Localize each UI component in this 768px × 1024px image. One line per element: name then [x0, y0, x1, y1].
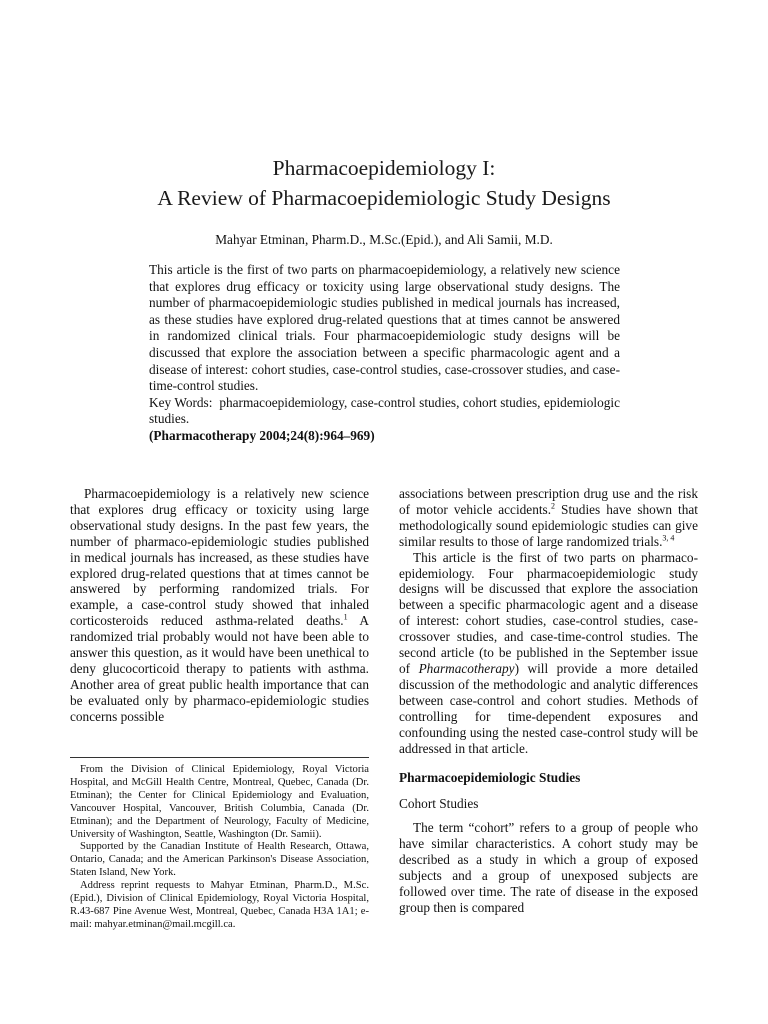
journal-citation: (Pharmacotherapy 2004;24(8):964–969) — [149, 427, 375, 443]
cont-text-a: associations between prescription drug use and the risk of motor vehicle accidents. — [399, 486, 698, 517]
intro-paragraph — [70, 486, 369, 725]
cont-text-b: Studies have shown that methodologically sound epidemiologic studies can give similar results to those of large randomized trials. — [399, 501, 698, 549]
subsection-heading: Cohort Studies — [399, 796, 479, 812]
abstract — [149, 262, 620, 445]
author-line: Mahyar Etminan, Pharm.D., M.Sc.(Epid.), and Ali Samii, M.D. — [215, 232, 553, 247]
intro-text-b: A randomized trial probably would not have been able to answer this question, as it would have been unethical to deny glucocorticoid therapy to patients with asthma. Another area of great public health importance that can be evaluated only by pharmaco-epidemiologic studies concerns possible — [70, 613, 369, 724]
footnotes — [70, 757, 369, 932]
intro-text-a: Pharmacoepidemiology is a relatively new science that explores drug efficacy or toxicity using large observational study designs. In the past few years, the number of pharmaco-epidemiologic studies published in medical journals has increased, as these studies have explored drug-related questions that at times cannot be answered by performing randomized trials. For example, a case-control study showed that inhaled corticosteroids reduced asthma-related deaths. — [70, 486, 369, 629]
footnote-affiliation: From the Division of Clinical Epidemiology, Royal Victoria Hospital, and McGill Health Centre, Montreal, Quebec, Canada (Dr. Etminan); the Center for Clinical Epidemiology and Evaluation, Vancouver Hospital, Vancouver, British Columbia, Canada (Dr. Etminan); and the Department of Neurology, Faculty of Medicine, University of Washington, Seattle, Washington (Dr. Samii). — [70, 764, 369, 840]
section-heading: Pharmacoepidemiologic Studies — [399, 770, 581, 786]
title-line-2: A Review of Pharmacoepidemiologic Study Designs — [157, 186, 611, 210]
article-title — [0, 153, 768, 213]
footnote-support: Supported by the Canadian Institute of Health Research, Ottawa, Ontario, Canada; and the American Parkinson's Disease Association, Staten Island, New York. — [70, 841, 369, 879]
keywords — [149, 395, 620, 428]
keywords-label: Key Words: — [149, 394, 213, 410]
overview-text-a: This article is the first of two parts on pharmaco-epidemiology. Four pharmacoepidemiologic study designs will be discussed that explore the association between a specific pharmacologic agent and a disease of interest: cohort studies, case-control studies, case-crossover studies, and case-time-control studies. The second article (to be published in the September issue of — [399, 549, 698, 676]
overview-paragraph — [399, 550, 698, 757]
cohort-paragraph: The term “cohort” refers to a group of people who have similar characteristics. A cohort study may be described as a study in which a group of exposed subjects and a group of unexposed subjects are followed over time. The rate of disease in the exposed group then is compared — [399, 820, 698, 915]
ref-1: 1 — [343, 612, 348, 622]
abstract-text: This article is the first of two parts on pharmacoepidemiology, a relatively new science that explores drug efficacy or toxicity using large observational study designs. The number of pharmacoepidemiologic studies published in medical journals has increased, as these studies have explored drug-related questions that at times cannot be answered in randomized clinical trials. Four pharmacoepidemiologic study designs will be discussed that explore the association between a specific pharmacologic agent and a disease of interest: cohort studies, case-control studies, case-crossover studies, and case-time-control studies. — [149, 262, 620, 394]
journal-name: Pharmacotherapy — [418, 660, 515, 676]
overview-text-b: ) will provide a more detailed discussion of the methodologic and analytic differences between case-control and cohort studies. Methods of controlling for time-dependent exposures and confounding using the nested case-control study will be addressed in that article. — [399, 660, 698, 756]
continued-paragraph — [399, 486, 698, 550]
keywords-list: pharmacoepidemiology, case-control studies, cohort studies, epidemiologic studies. — [149, 394, 621, 427]
ref-2: 2 — [551, 501, 556, 511]
ref-3-4: 3, 4 — [662, 533, 675, 543]
title-line-1: Pharmacoepidemiology I: — [272, 156, 496, 180]
left-column — [70, 486, 369, 725]
right-column — [399, 486, 698, 916]
footnote-reprint: Address reprint requests to Mahyar Etminan, Pharm.D., M.Sc.(Epid.), Division of Clinical Epidemiology, Royal Victoria Hospital, R.43-687 Pine Avenue West, Montreal, Quebec, Canada H3A 1A1; e-mail: mahyar.etminan@mail.mcgill.ca. — [70, 880, 369, 930]
